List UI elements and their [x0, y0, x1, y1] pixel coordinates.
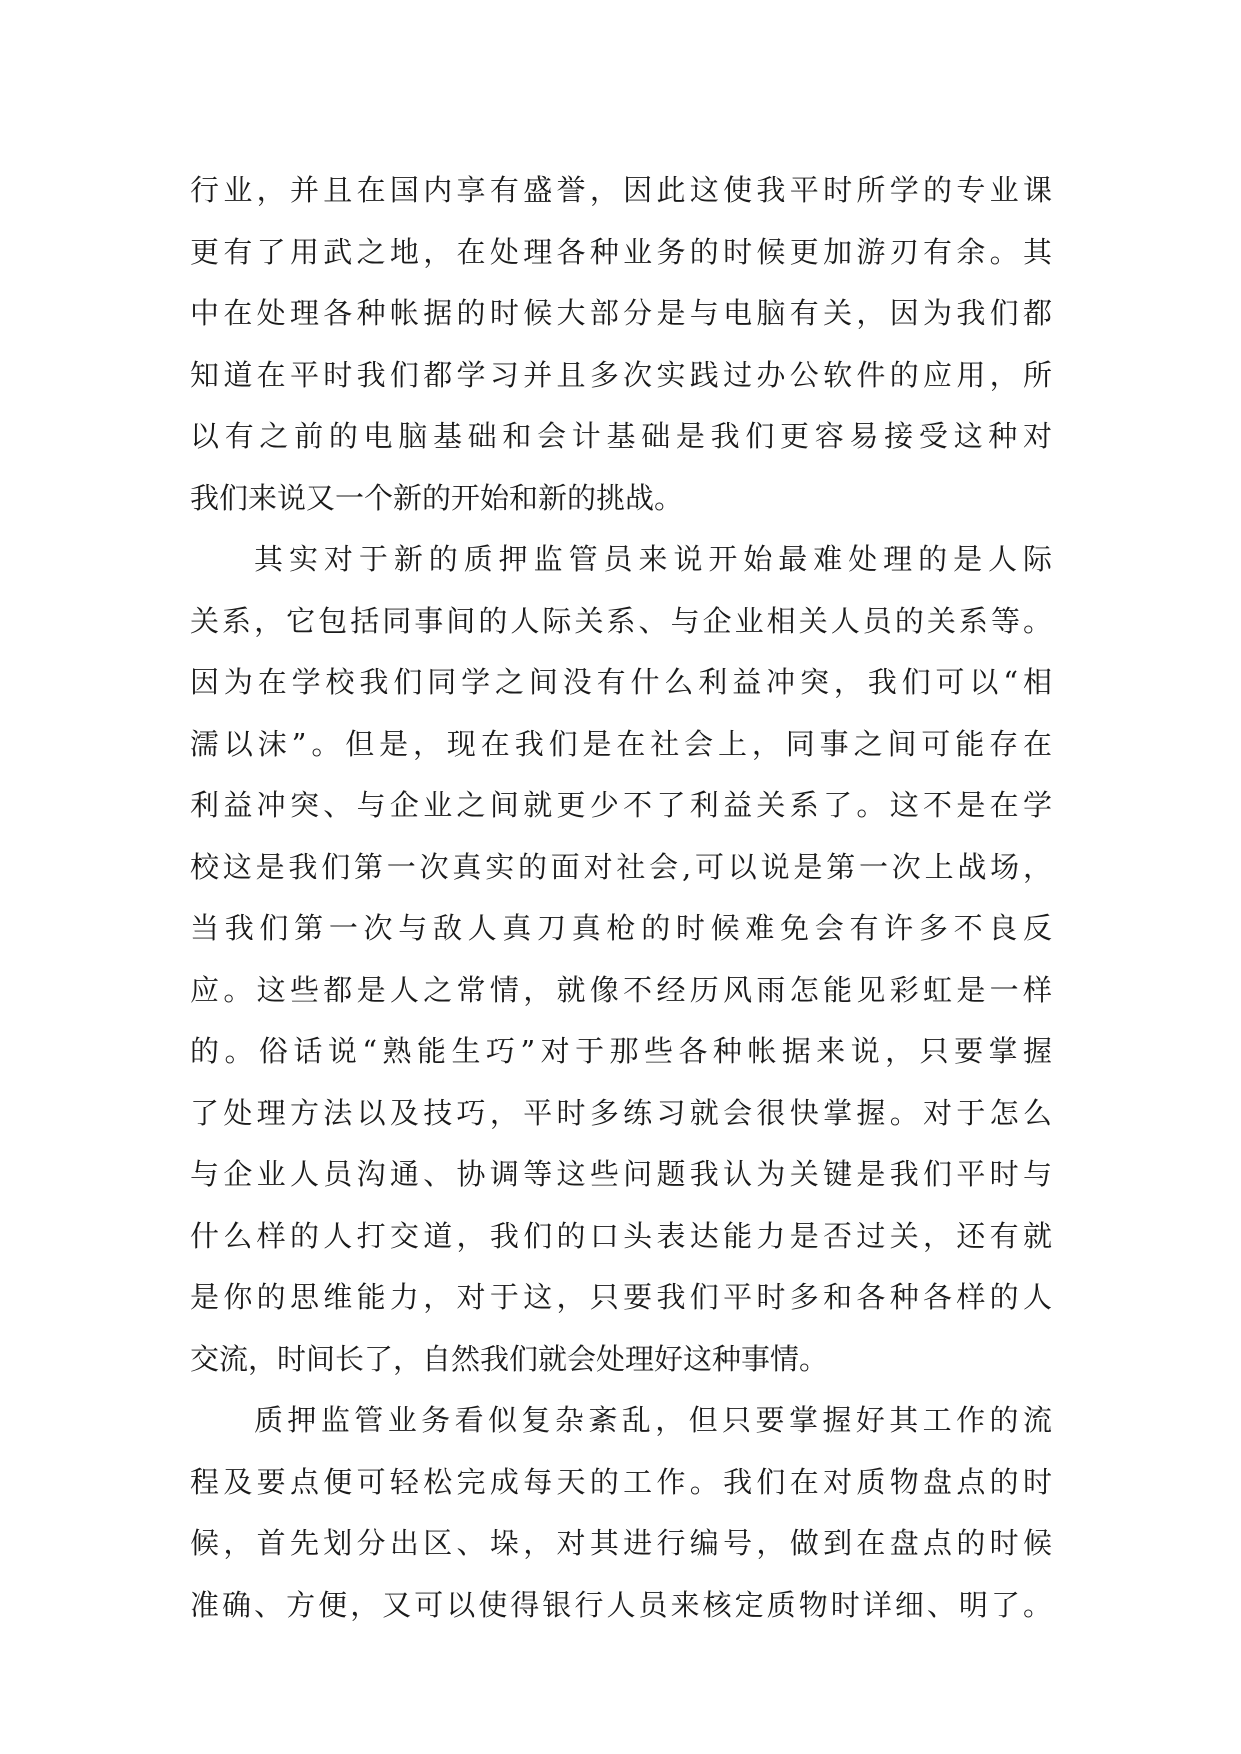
- text-line: 其实对于新的质押监管员来说开始最难处理的是人际: [254, 542, 1052, 576]
- text-line: 我们来说又一个新的开始和新的挑战。: [190, 480, 684, 515]
- text-line: 是你的思维能力，对于这，只要我们平时多和各种各样的人: [190, 1280, 1052, 1314]
- paragraph-3: [190, 1390, 1052, 1636]
- text-line: 的。俗话说“熟能生巧”对于那些各种帐据来说，只要掌握: [190, 1034, 1052, 1068]
- text-line: 准确、方便，又可以使得银行人员来核定质物时详细、明了。: [190, 1587, 1052, 1622]
- text-line: 因为在学校我们同学之间没有什么利益冲突，我们可以“相: [190, 665, 1052, 699]
- paragraph-2: [190, 529, 1052, 1390]
- text-line: 濡以沫”。但是，现在我们是在社会上，同事之间可能存在: [190, 726, 1052, 761]
- text-line: 知道在平时我们都学习并且多次实践过办公软件的应用，所: [190, 357, 1052, 392]
- text-line: 利益冲突、与企业之间就更少不了利益关系了。这不是在学: [190, 788, 1052, 822]
- text-line: 与企业人员沟通、协调等这些问题我认为关键是我们平时与: [190, 1157, 1052, 1191]
- text-line: 了处理方法以及技巧，平时多练习就会很快掌握。对于怎么: [190, 1095, 1052, 1130]
- text-line: 更有了用武之地，在处理各种业务的时候更加游刃有余。其: [190, 234, 1052, 269]
- text-line: 什么样的人打交道，我们的口头表达能力是否过关，还有就: [190, 1218, 1052, 1253]
- text-line: 应。这些都是人之常情，就像不经历风雨怎能见彩虹是一样: [190, 972, 1052, 1007]
- text-line: 候，首先划分出区、垛，对其进行编号，做到在盘点的时候: [190, 1526, 1052, 1560]
- text-line: 质押监管业务看似复杂紊乱，但只要掌握好其工作的流: [254, 1403, 1052, 1437]
- text-line: 中在处理各种帐据的时候大部分是与电脑有关，因为我们都: [190, 296, 1052, 330]
- text-line: 校这是我们第一次真实的面对社会,可以说是第一次上战场，: [190, 849, 1052, 884]
- text-line: 程及要点便可轻松完成每天的工作。我们在对质物盘点的时: [190, 1464, 1052, 1499]
- paragraph-1: [190, 160, 1052, 529]
- text-line: 行业，并且在国内享有盛誉，因此这使我平时所学的专业课: [190, 173, 1052, 207]
- text-line: 当我们第一次与敌人真刀真枪的时候难免会有许多不良反: [190, 911, 1052, 945]
- document-body: [190, 160, 1052, 1636]
- text-line: 交流，时间长了，自然我们就会处理好这种事情。: [190, 1341, 829, 1376]
- text-line: 以有之前的电脑基础和会计基础是我们更容易接受这种对: [190, 419, 1052, 453]
- text-line: 关系，它包括同事间的人际关系、与企业相关人员的关系等。: [190, 603, 1052, 638]
